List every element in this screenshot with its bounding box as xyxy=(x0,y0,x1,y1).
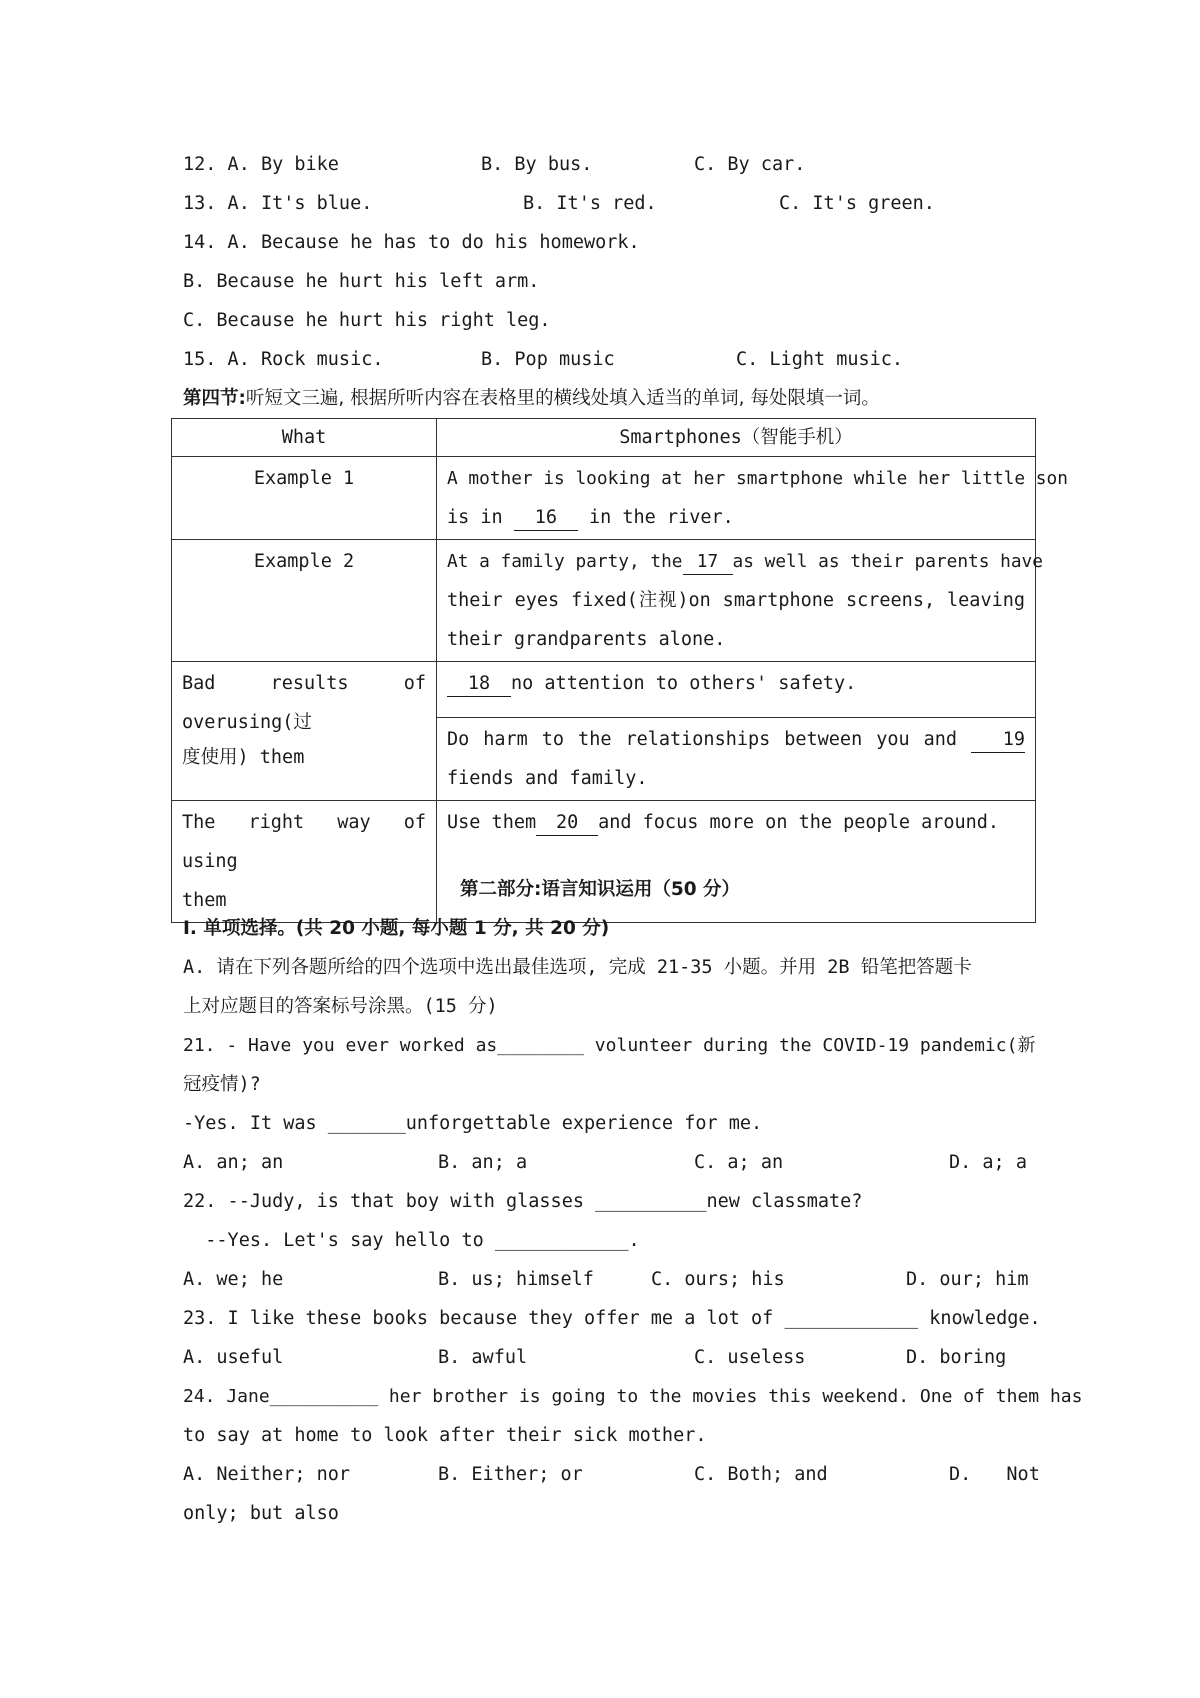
question-24-line-4: only; but also xyxy=(183,1503,339,1524)
question-24-line-1: 24. Jane__________ her brother is going to the movies this weekend. One of them has xyxy=(183,1386,1083,1407)
question-22-options xyxy=(183,1260,1033,1299)
q15-option-c: C. Light music. xyxy=(736,349,904,370)
header-smartphones: Smartphones（智能手机） xyxy=(437,419,1036,457)
example-2-line-2: their eyes fixed(注视)on smartphone screens, leaving xyxy=(447,590,1025,611)
row-19-line-1 xyxy=(447,720,1025,759)
q13-option-b: B. It's red. xyxy=(523,193,657,214)
q12-option-a: 12. A. By bike xyxy=(183,154,339,175)
example-2-text-a: At a family party, the xyxy=(447,551,683,572)
header-what: What xyxy=(172,419,437,457)
section-i-title: Ⅰ. 单项选择。(共 20 小题, 每小题 1 分, 共 20 分) xyxy=(183,918,610,939)
row-20-text-a: Use them xyxy=(447,812,537,833)
question-22-line-1: 22. --Judy, is that boy with glasses __________new classmate? xyxy=(183,1191,863,1212)
bad-results-line-3: 度使用) them xyxy=(182,747,305,768)
q24-option-c: C. Both; and xyxy=(694,1464,828,1485)
question-24-options xyxy=(183,1455,1040,1494)
section-4-text: 听短文三遍, 根据所听内容在表格里的横线处填入适当的单词, 每处限填一词。 xyxy=(245,388,880,409)
example-1-line-2 xyxy=(447,498,1025,537)
example-2-label: Example 2 xyxy=(172,540,437,662)
q15-option-b: B. Pop music xyxy=(481,349,615,370)
example-2-line-1 xyxy=(447,542,1043,581)
q24-option-b: B. Either; or xyxy=(438,1464,583,1485)
q23-option-c: C. useless xyxy=(694,1347,806,1368)
grammar-section xyxy=(183,909,1083,1533)
question-21-options xyxy=(183,1143,1033,1182)
q21-option-d: D. a; a xyxy=(949,1152,1027,1173)
row-19-text-a: Do harm to the relationships between you and xyxy=(447,729,958,750)
q24-option-a: A. Neither; nor xyxy=(183,1464,351,1485)
question-21-line-2: 冠疫情)? xyxy=(183,1074,261,1095)
table-header-row xyxy=(172,419,1036,457)
blank-16: 16 xyxy=(514,506,578,531)
question-15 xyxy=(183,340,1033,379)
section-4-instructions xyxy=(183,379,1033,418)
example-1-text-b: in the river. xyxy=(577,507,734,528)
q22-option-a: A. we; he xyxy=(183,1269,284,1290)
instructions-line-2: 上对应题目的答案标号涂黑。(15 分) xyxy=(183,996,498,1017)
question-12 xyxy=(183,145,1033,184)
right-way-line-2: them xyxy=(182,890,227,911)
blank-18: 18 xyxy=(447,672,511,697)
q24-option-d: D. Not xyxy=(949,1464,1040,1485)
question-13 xyxy=(183,184,1033,223)
q21-option-a: A. an; an xyxy=(183,1152,284,1173)
table-row-example-2 xyxy=(172,540,1036,662)
q12-option-c: C. By car. xyxy=(694,154,806,175)
blank-20: 20 xyxy=(536,811,598,836)
example-2-line-3: their grandparents alone. xyxy=(447,629,726,650)
example-2-text-b: as well as their parents have xyxy=(732,551,1043,572)
question-21-line-3: -Yes. It was _______unforgettable experience for me. xyxy=(183,1113,763,1134)
q22-option-d: D. our; him xyxy=(906,1269,1029,1290)
q12-option-b: B. By bus. xyxy=(481,154,593,175)
question-23-line-1: 23. I like these books because they offer me a lot of ____________ knowledge. xyxy=(183,1308,1041,1329)
question-14-option-a: 14. A. Because he has to do his homework. xyxy=(183,232,640,253)
q15-option-a: 15. A. Rock music. xyxy=(183,349,384,370)
blank-19: 19 xyxy=(971,728,1025,753)
row-18-text-b: no attention to others' safety. xyxy=(511,673,857,694)
bad-results-line-2: overusing(过 xyxy=(182,712,312,733)
section-4-label: 第四节: xyxy=(183,388,246,409)
q13-option-a: 13. A. It's blue. xyxy=(183,193,373,214)
bad-results-label xyxy=(172,662,437,801)
q22-option-b: B. us; himself xyxy=(438,1269,594,1290)
listening-questions xyxy=(183,145,1033,418)
example-1-text xyxy=(437,457,1068,540)
q23-option-a: A. useful xyxy=(183,1347,284,1368)
bad-results-line-1: Bad results of xyxy=(182,673,426,694)
example-1-line-1: A mother is looking at her smartphone while her little son xyxy=(447,468,1068,489)
q21-option-b: B. an; a xyxy=(438,1152,528,1173)
question-21-line-1: 21. - Have you ever worked as________ volunteer during the COVID-19 pandemic(新 xyxy=(183,1035,1036,1056)
instructions-line-1: A. 请在下列各题所给的四个选项中选出最佳选项, 完成 21-35 小题。并用 2B 铅笔把答题卡 xyxy=(183,957,972,978)
part-2-title: 第二部分:语言知识运用（50 分） xyxy=(459,879,741,900)
question-14-option-c: C. Because he hurt his right leg. xyxy=(183,310,551,331)
row-19-line-2: fiends and family. xyxy=(447,768,648,789)
question-24-line-2: to say at home to look after their sick mother. xyxy=(183,1425,707,1446)
row-19-text xyxy=(437,718,1036,801)
q21-option-c: C. a; an xyxy=(694,1152,784,1173)
question-23-options xyxy=(183,1338,1033,1377)
row-18-text xyxy=(437,662,1036,718)
table-row-bad-results-1 xyxy=(172,662,1036,718)
example-2-text xyxy=(437,540,1043,662)
example-1-text-a: is in xyxy=(447,507,514,528)
blank-17: 17 xyxy=(683,550,733,575)
smartphones-table xyxy=(171,418,1068,923)
question-14-option-b: B. Because he hurt his left arm. xyxy=(183,271,540,292)
row-20-text-b: and focus more on the people around. xyxy=(598,812,1000,833)
right-way-line-1: The right way of using xyxy=(182,812,426,872)
q13-option-c: C. It's green. xyxy=(779,193,935,214)
q23-option-b: B. awful xyxy=(438,1347,528,1368)
question-22-line-2: --Yes. Let's say hello to ____________. xyxy=(183,1230,640,1251)
table-row-example-1 xyxy=(172,457,1036,540)
q23-option-d: D. boring xyxy=(906,1347,1007,1368)
example-1-label: Example 1 xyxy=(172,457,437,540)
q22-option-c: C. ours; his xyxy=(651,1269,785,1290)
